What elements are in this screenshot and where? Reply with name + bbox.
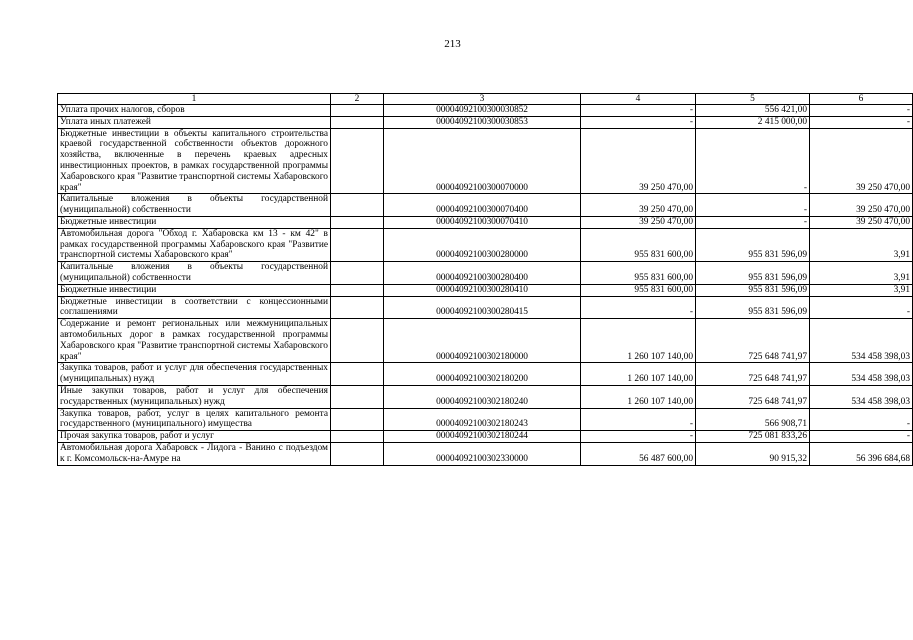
row-name-cell: Прочая закупка товаров, работ и услуг: [58, 431, 331, 443]
row-name-cell: Автомобильная дорога Хабаровск - Лидога - Ванино с подъездом к г. Комсомольск-на-Амуре на: [58, 442, 331, 465]
table-row: [58, 216, 913, 228]
row-col4-cell: -: [581, 105, 696, 117]
row-name-cell: Бюджетные инвестиции: [58, 284, 331, 296]
row-name-cell: Уплата прочих налогов, сборов: [58, 105, 331, 117]
row-name-cell: Уплата иных платежей: [58, 116, 331, 128]
row-col6-cell: 39 250 470,00: [810, 128, 913, 194]
row-col2-cell: [331, 431, 384, 443]
row-col5-cell: 955 831 596,09: [696, 296, 810, 319]
row-col6-cell: -: [810, 431, 913, 443]
row-code-cell: 00004092100300070410: [384, 216, 581, 228]
row-col5-cell: 955 831 596,09: [696, 284, 810, 296]
row-col6-cell: -: [810, 408, 913, 431]
row-name-cell: Капитальные вложения в объекты государственной (муниципальной) собственности: [58, 194, 331, 217]
row-code-cell: 00004092100300030853: [384, 116, 581, 128]
row-col5-cell: 725 648 741,97: [696, 385, 810, 408]
row-col5-cell: -: [696, 194, 810, 217]
row-col6-cell: 534 458 398,03: [810, 319, 913, 363]
row-col6-cell: 39 250 470,00: [810, 216, 913, 228]
row-col5-cell: 556 421,00: [696, 105, 810, 117]
row-col5-cell: 90 915,32: [696, 442, 810, 465]
column-header-5: 5: [696, 94, 810, 105]
row-col6-cell: 3,91: [810, 262, 913, 285]
row-col6-cell: 39 250 470,00: [810, 194, 913, 217]
row-code-cell: 00004092100302180240: [384, 385, 581, 408]
row-col2-cell: [331, 116, 384, 128]
table-row: [58, 228, 913, 261]
row-name-cell: Капитальные вложения в объекты государственной (муниципальной) собственности: [58, 262, 331, 285]
row-col6-cell: -: [810, 105, 913, 117]
row-name-cell: Бюджетные инвестиции в объекты капитального строительства краевой государственной собственности объектов дорожного хозяйства, включенные в перечень краевых адресных инвестиционных проектов, в рамках государственной программы Хабаровского края "Развитие транспортной системы Хабаровского края": [58, 128, 331, 194]
row-col6-cell: 534 458 398,03: [810, 363, 913, 386]
table-row: [58, 431, 913, 443]
row-col5-cell: 955 831 596,09: [696, 228, 810, 261]
row-code-cell: 00004092100302180243: [384, 408, 581, 431]
row-col5-cell: 2 415 000,00: [696, 116, 810, 128]
row-col4-cell: -: [581, 116, 696, 128]
row-col4-cell: 39 250 470,00: [581, 194, 696, 217]
row-col2-cell: [331, 363, 384, 386]
row-name-cell: Закупка товаров, работ и услуг для обеспечения государственных (муниципальных) нужд: [58, 363, 331, 386]
row-col6-cell: 534 458 398,03: [810, 385, 913, 408]
row-code-cell: 00004092100300280000: [384, 228, 581, 261]
table-row: [58, 363, 913, 386]
column-header-3: 3: [384, 94, 581, 105]
row-col6-cell: -: [810, 296, 913, 319]
row-col4-cell: 955 831 600,00: [581, 284, 696, 296]
table-row: [58, 442, 913, 465]
row-code-cell: 00004092100300280410: [384, 284, 581, 296]
row-code-cell: 00004092100302180244: [384, 431, 581, 443]
table-row: [58, 128, 913, 194]
page-number: 213: [444, 38, 461, 50]
row-col4-cell: 955 831 600,00: [581, 228, 696, 261]
row-col2-cell: [331, 442, 384, 465]
row-code-cell: 00004092100300070400: [384, 194, 581, 217]
header-row: [58, 94, 913, 105]
row-name-cell: Бюджетные инвестиции в соответствии с концессионными соглашениями: [58, 296, 331, 319]
row-col2-cell: [331, 385, 384, 408]
row-col2-cell: [331, 408, 384, 431]
table-row: [58, 262, 913, 285]
row-col2-cell: [331, 262, 384, 285]
row-code-cell: 00004092100300280415: [384, 296, 581, 319]
row-col6-cell: 3,91: [810, 284, 913, 296]
table-row: [58, 116, 913, 128]
row-code-cell: 00004092100300070000: [384, 128, 581, 194]
row-col5-cell: 725 648 741,97: [696, 319, 810, 363]
row-code-cell: 00004092100300030852: [384, 105, 581, 117]
row-col6-cell: 56 396 684,68: [810, 442, 913, 465]
row-col2-cell: [331, 296, 384, 319]
row-col2-cell: [331, 105, 384, 117]
row-col2-cell: [331, 128, 384, 194]
row-col5-cell: 725 648 741,97: [696, 363, 810, 386]
table-row: [58, 319, 913, 363]
row-name-cell: Автомобильная дорога "Обход г. Хабаровска км 13 - км 42" в рамках государственной программы Хабаровского края "Развитие транспортной системы Хабаровского края": [58, 228, 331, 261]
table-row: [58, 385, 913, 408]
row-col4-cell: 56 487 600,00: [581, 442, 696, 465]
row-col5-cell: -: [696, 216, 810, 228]
row-col4-cell: 1 260 107 140,00: [581, 363, 696, 386]
table-row: [58, 296, 913, 319]
row-col4-cell: 955 831 600,00: [581, 262, 696, 285]
table-row: [58, 408, 913, 431]
row-name-cell: Бюджетные инвестиции: [58, 216, 331, 228]
column-header-1: 1: [58, 94, 331, 105]
row-col5-cell: 725 081 833,26: [696, 431, 810, 443]
row-name-cell: Содержание и ремонт региональных или межмуниципальных автомобильных дорог в рамках государственной программы Хабаровского края "Развитие транспортной системы Хабаровского края": [58, 319, 331, 363]
row-col2-cell: [331, 228, 384, 261]
row-col4-cell: -: [581, 296, 696, 319]
row-col6-cell: 3,91: [810, 228, 913, 261]
row-name-cell: Иные закупки товаров, работ и услуг для обеспечения государственных (муниципальных) нужд: [58, 385, 331, 408]
budget-table: [57, 93, 913, 466]
row-name-cell: Закупка товаров, работ, услуг в целях капитального ремонта государственного (муниципального) имущества: [58, 408, 331, 431]
row-col4-cell: 1 260 107 140,00: [581, 385, 696, 408]
column-header-2: 2: [331, 94, 384, 105]
table-row: [58, 284, 913, 296]
row-col4-cell: 39 250 470,00: [581, 128, 696, 194]
row-col5-cell: -: [696, 128, 810, 194]
row-col2-cell: [331, 216, 384, 228]
column-header-6: 6: [810, 94, 913, 105]
row-col2-cell: [331, 194, 384, 217]
row-col4-cell: -: [581, 431, 696, 443]
row-col4-cell: 1 260 107 140,00: [581, 319, 696, 363]
column-header-4: 4: [581, 94, 696, 105]
row-code-cell: 00004092100302180200: [384, 363, 581, 386]
row-code-cell: 00004092100302180000: [384, 319, 581, 363]
table-row: [58, 194, 913, 217]
row-col2-cell: [331, 319, 384, 363]
row-col5-cell: 566 908,71: [696, 408, 810, 431]
row-col2-cell: [331, 284, 384, 296]
row-col5-cell: 955 831 596,09: [696, 262, 810, 285]
row-col4-cell: -: [581, 408, 696, 431]
table-body: [58, 105, 913, 466]
row-col6-cell: -: [810, 116, 913, 128]
row-col4-cell: 39 250 470,00: [581, 216, 696, 228]
table-row: [58, 105, 913, 117]
row-code-cell: 00004092100302330000: [384, 442, 581, 465]
row-code-cell: 00004092100300280400: [384, 262, 581, 285]
